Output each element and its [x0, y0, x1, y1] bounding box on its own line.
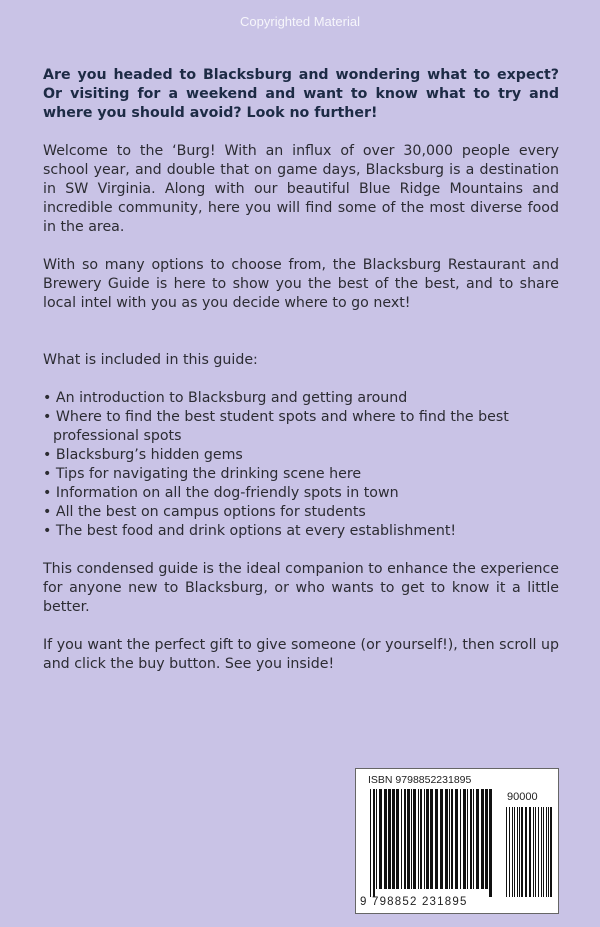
spacer — [43, 370, 559, 389]
barcode-bar — [451, 789, 453, 889]
options-paragraph: With so many options to choose from, the Blacksburg Restaurant and Brewery Guide is here to show you the best of the best, and to share local intel with you as you decide where to go next! — [43, 257, 559, 311]
spacer — [43, 237, 559, 256]
barcode-bar — [440, 789, 443, 889]
spacer — [43, 541, 559, 560]
barcode-bar — [407, 789, 410, 889]
barcode-bar — [535, 807, 536, 897]
barcode-bar — [506, 807, 507, 897]
barcode-bar — [519, 807, 520, 897]
barcode-bar — [370, 789, 371, 897]
list-item: • Information on all the dog-friendly spots in town — [43, 484, 559, 503]
barcode-bar — [376, 789, 377, 889]
welcome-paragraph: Welcome to the ‘Burg! With an influx of over 30,000 people every school year, and double that on game days, Blacksburg is a destination in SW Virginia. Along with our beautiful Blue Ridge Mountains and incredible community, here you will find some of the most diverse food in the area. — [43, 143, 559, 235]
barcode-bar — [485, 789, 488, 889]
barcode-bar — [379, 789, 382, 889]
barcode-bar — [460, 789, 461, 889]
copyright-watermark: Copyrighted Material — [240, 14, 360, 29]
companion-paragraph: This condensed guide is the ideal companion to enhance the experience for anyone new to Blacksburg, or who wants to get to know it a little better. — [43, 561, 559, 615]
back-cover-text — [43, 66, 559, 674]
barcode-bar — [411, 789, 412, 889]
barcode-bar — [396, 789, 399, 889]
barcode-bar — [445, 789, 448, 889]
barcode-bar — [435, 789, 438, 889]
barcode-bar — [541, 807, 542, 897]
list-item: • Blacksburg’s hidden gems — [43, 446, 559, 465]
list-item: • Tips for navigating the drinking scene here — [43, 465, 559, 484]
barcode-digits: 9 798852 231895 — [360, 896, 468, 908]
isbn-barcode — [355, 768, 559, 914]
barcode-bar — [418, 789, 419, 889]
spacer — [43, 123, 559, 142]
barcode-bar — [481, 789, 484, 889]
list-item: • The best food and drink options at every establishment! — [43, 522, 559, 541]
included-heading: What is included in this guide: — [43, 352, 258, 368]
intro-question: Are you headed to Blacksburg and wondering what to expect? Or visiting for a weekend and want to know what to try and where you should avoid? Look no further! — [43, 67, 559, 121]
barcode-bar — [424, 789, 425, 889]
barcode-bar — [538, 807, 539, 897]
price-code: 90000 — [507, 791, 538, 803]
barcode-bar — [548, 807, 549, 897]
barcode-bar — [521, 807, 523, 897]
spacer — [43, 617, 559, 636]
barcode-bar — [430, 789, 433, 889]
barcode-bar — [476, 789, 479, 889]
barcode-bar — [489, 789, 492, 897]
barcode-bar — [467, 789, 468, 889]
barcode-bar — [449, 789, 450, 889]
barcode-bar — [463, 789, 466, 889]
barcode-bar — [529, 807, 531, 897]
barcode-bar — [420, 789, 422, 889]
barcode-bar — [525, 807, 527, 897]
list-item: • An introduction to Blacksburg and getting around — [43, 389, 559, 408]
barcode-bar — [550, 807, 552, 897]
barcode-bar — [514, 807, 515, 897]
barcode-bar — [455, 789, 458, 889]
barcode-bar — [473, 789, 474, 889]
addon-barcode-bars — [506, 807, 554, 897]
isbn-label: ISBN 9798852231895 — [368, 774, 472, 786]
barcode-bar — [470, 789, 472, 889]
barcode-bar — [426, 789, 429, 889]
barcode-bar — [401, 789, 402, 889]
list-item: • Where to find the best student spots and where to find the best professional spots — [43, 408, 559, 446]
barcode-bar — [546, 807, 547, 897]
barcode-bar — [509, 807, 510, 897]
barcode-bar — [404, 789, 406, 889]
spacer — [43, 313, 559, 351]
barcode-bar — [388, 789, 391, 889]
list-item: • All the best on campus options for students — [43, 503, 559, 522]
barcode-bar — [543, 807, 544, 897]
barcode-bar — [392, 789, 395, 889]
included-list — [43, 389, 559, 541]
gift-paragraph: If you want the perfect gift to give someone (or yourself!), then scroll up and click the buy button. See you inside! — [43, 637, 559, 672]
barcode-bars — [370, 789, 494, 897]
barcode-bar — [512, 807, 513, 897]
barcode-bar — [384, 789, 387, 889]
barcode-bar — [517, 807, 518, 897]
barcode-bar — [413, 789, 416, 889]
barcode-bar — [533, 807, 534, 897]
barcode-bar — [373, 789, 375, 897]
